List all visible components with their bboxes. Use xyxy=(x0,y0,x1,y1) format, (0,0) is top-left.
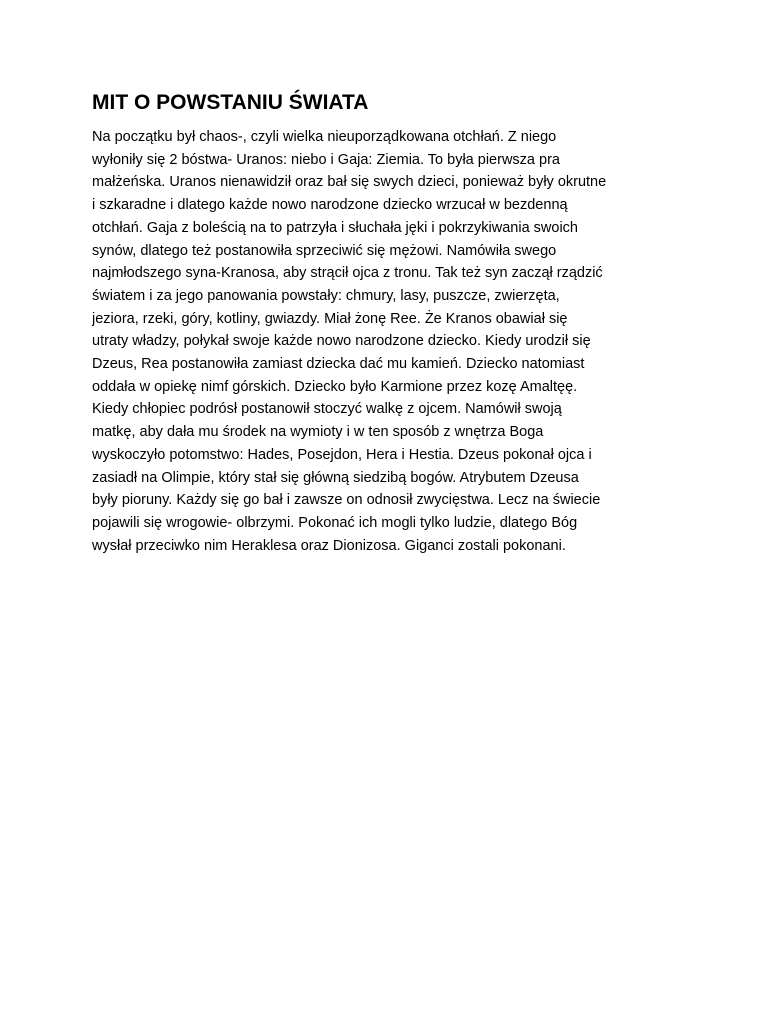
text-line: matkę, aby dała mu środek na wymioty i w ten sposób z wnętrza Boga xyxy=(92,424,544,441)
text-line: wysłał przeciwko nim Heraklesa oraz Dionizosa. Giganci zostali pokonani. xyxy=(92,537,566,554)
text-line: małżeńska. Uranos nienawidził oraz bał się swych dzieci, ponieważ były okrutne xyxy=(92,174,607,191)
document-title: MIT O POWSTANIU ŚWIATA xyxy=(92,91,369,114)
text-line: były pioruny. Każdy się go bał i zawsze on odnosił zwycięstwa. Lecz na świecie xyxy=(92,492,601,509)
text-line: utraty władzy, połykał swoje każde nowo narodzone dziecko. Kiedy urodził się xyxy=(92,333,591,350)
text-line: i szkaradne i dlatego każde nowo narodzone dziecko wrzucał w bezdenną xyxy=(92,197,568,214)
text-line: pojawili się wrogowie- olbrzymi. Pokonać ich mogli tylko ludzie, dlatego Bóg xyxy=(92,514,578,531)
text-line: światem i za jego panowania powstały: chmury, lasy, puszcze, zwierzęta, xyxy=(92,287,560,304)
text-line: najmłodszego syna-Kranosa, aby strącił ojca z tronu. Tak też syn zaczął rządzić xyxy=(92,265,603,282)
text-line: Kiedy chłopiec podrósł postanowił stoczyć walkę z ojcem. Namówił swoją xyxy=(92,401,562,418)
text-line: Dzeus, Rea postanowiła zamiast dziecka dać mu kamień. Dziecko natomiast xyxy=(92,356,585,373)
text-line: zasiadł na Olimpie, który stał się główną siedzibą bogów. Atrybutem Dzeusa xyxy=(92,469,579,486)
document-body xyxy=(92,126,692,557)
text-line: Na początku był chaos-, czyli wielka nieuporządkowana otchłań. Z niego xyxy=(92,129,557,145)
text-line: jeziora, rzeki, góry, kotliny, gwiazdy. Miał żonę Ree. Że Kranos obawiał się xyxy=(92,310,568,327)
text-line: oddała w opiekę nimf górskich. Dziecko było Karmione przez kozę Amaltęę. xyxy=(92,378,578,395)
text-line: synów, dlatego też postanowiła sprzeciwić się mężowi. Namówiła swego xyxy=(92,242,557,259)
text-line: wyskoczyło potomstwo: Hades, Posejdon, Hera i Hestia. Dzeus pokonał ojca i xyxy=(92,446,592,463)
text-line: otchłań. Gaja z boleścią na to patrzyła i słuchała jęki i pokrzykiwania swoich xyxy=(92,219,578,236)
text-line: wyłoniły się 2 bóstwa- Uranos: niebo i Gaja: Ziemia. To była pierwsza pra xyxy=(92,151,560,168)
